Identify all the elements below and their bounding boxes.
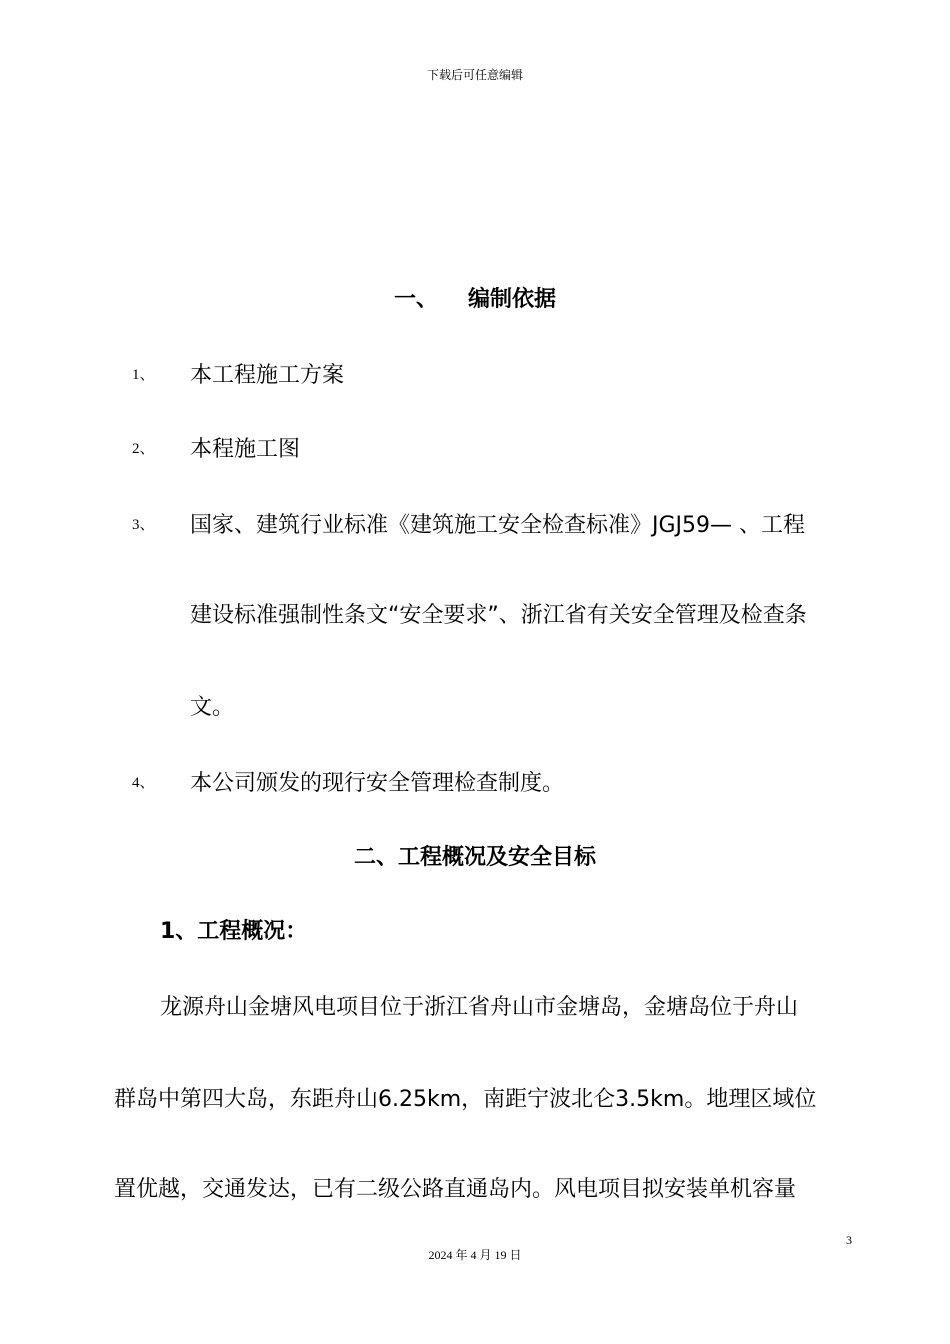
list-item-continuation: 文。 xyxy=(190,695,235,720)
list-item-number: 1、 xyxy=(132,367,155,383)
list-item-text: 国家、建筑行业标准《建筑施工安全检查标准》JGJ59— 、工程 xyxy=(190,513,806,538)
subsection-heading: 1、工程概况： xyxy=(160,919,308,944)
paragraph-line: 置优越，交通发达，已有二级公路直通岛内。风电项目拟安装单机容量 xyxy=(114,1177,797,1202)
list-item-continuation: 建设标准强制性条文“安全要求”、浙江省有关安全管理及检查条 xyxy=(190,603,807,628)
page-number: 3 xyxy=(846,1233,852,1247)
section-1-heading xyxy=(0,282,950,313)
page-footer-date: 2024 年 4 月 19 日 xyxy=(428,1248,522,1262)
section-2-heading: 二、工程概况及安全目标 xyxy=(353,845,596,870)
list-item-text: 本工程施工方案 xyxy=(190,363,345,388)
list-item-number: 4、 xyxy=(132,775,155,791)
list-item-text: 本公司颁发的现行安全管理检查制度。 xyxy=(190,771,565,796)
list-item-number: 3、 xyxy=(132,517,155,533)
paragraph-line: 群岛中第四大岛，东距舟山6.25km，南距宁波北仑3.5km。地理区域位 xyxy=(114,1087,817,1112)
section-1-number: 一、 xyxy=(393,287,438,312)
section-1-title: 编制依据 xyxy=(468,287,557,312)
list-item-number: 2、 xyxy=(132,441,155,457)
list-item-text: 本程施工图 xyxy=(190,437,301,462)
page-header: 下载后可任意编辑 xyxy=(426,68,523,82)
paragraph-line: 龙源舟山金塘风电项目位于浙江省舟山市金塘岛，金塘岛位于舟山 xyxy=(160,995,799,1020)
